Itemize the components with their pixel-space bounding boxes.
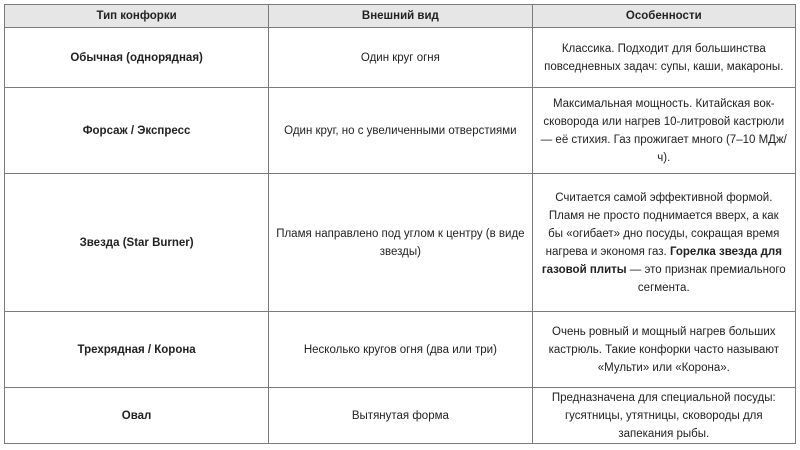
features-bold-text: Горелка звезда для газовой плиты [541, 245, 782, 276]
burner-types-table-container [4, 4, 796, 442]
cell-type: Обычная (однорядная) [5, 28, 269, 88]
cell-type: Форсаж / Экспресс [5, 88, 269, 174]
cell-appearance: Один круг, но с увеличенными отверстиями [269, 88, 532, 174]
cell-appearance: Пламя направлено под углом к центру (в виде звезды) [269, 174, 532, 312]
features-text-after: — это признак премиального сегмента. [629, 263, 786, 294]
table-row [5, 388, 796, 444]
table-row [5, 312, 796, 388]
table-row [5, 28, 796, 88]
header-burner-type: Тип конфорки [5, 5, 269, 28]
features-text: Считается самой эффективной формой. Пламя не просто поднимается вверх, а как бы «огибает» дно посуды, сокращая время нагрева и экономя газ. [545, 191, 780, 258]
cell-features: Классика. Подходит для большинства повседневных задач: супы, каши, макароны. [532, 28, 795, 88]
cell-type: Овал [5, 388, 269, 444]
cell-type: Трехрядная / Корона [5, 312, 269, 388]
cell-features: Максимальная мощность. Китайская вок-сковорода или нагрев 10-литровой кастрюли — её стихия. Газ прожигает много (7–10 МДж/ч). [532, 88, 795, 174]
cell-features: Очень ровный и мощный нагрев больших кастрюль. Такие конфорки часто называют «Мульти» или «Корона». [532, 312, 795, 388]
cell-features [532, 174, 795, 312]
header-appearance: Внешний вид [269, 5, 532, 28]
cell-appearance: Один круг огня [269, 28, 532, 88]
cell-type: Звезда (Star Burner) [5, 174, 269, 312]
cell-appearance: Несколько кругов огня (два или три) [269, 312, 532, 388]
cell-appearance: Вытянутая форма [269, 388, 532, 444]
table-row [5, 88, 796, 174]
header-features: Особенности [532, 5, 795, 28]
burner-types-table [4, 4, 796, 444]
table-row [5, 174, 796, 312]
cell-features: Предназначена для специальной посуды: гусятницы, утятницы, сковороды для запекания рыбы. [532, 388, 795, 444]
table-header-row [5, 5, 796, 28]
